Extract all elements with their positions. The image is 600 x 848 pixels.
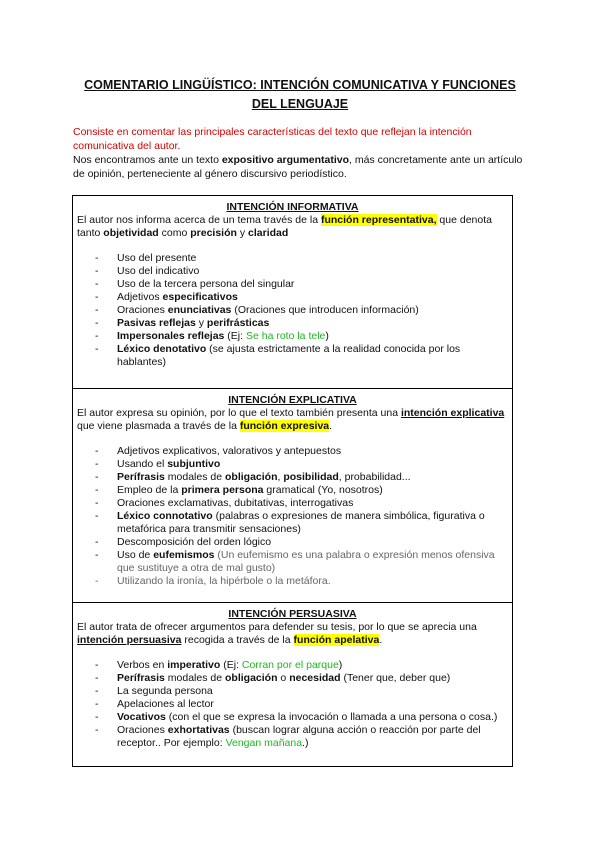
- text: , probabilidad...: [338, 471, 411, 483]
- bold-term: intención explicativa: [400, 407, 505, 419]
- bold-term: subjuntivo: [167, 458, 221, 470]
- text: Verbos en: [117, 659, 168, 671]
- bold-term: precisión: [190, 227, 237, 239]
- list-item: - Utilizando la ironía, la hipérbole o la metáfora.: [95, 575, 508, 588]
- text: (buscan lograr alguna acción o reacción por parte del receptor.. Por ejemplo:: [117, 724, 481, 749]
- list-item: - Uso de la tercera persona del singular: [95, 278, 508, 291]
- list-item: [95, 304, 508, 317]
- list-item: - Apelaciones al lector: [95, 698, 508, 711]
- text: .: [379, 634, 383, 646]
- bold-term: objetividad: [103, 227, 159, 239]
- list-item: [95, 549, 508, 575]
- text: Oraciones: [117, 304, 168, 316]
- list-item: [95, 484, 508, 497]
- text: modales de: [164, 672, 225, 684]
- bold-term: necesidad: [289, 672, 341, 684]
- intro-section: [73, 125, 533, 181]
- bold-term: especificativos: [162, 291, 238, 303]
- text: (se ajusta estrictamente a la realidad conocida por los hablantes): [117, 343, 461, 368]
- feature-list: [77, 659, 508, 750]
- feature-list: [77, 445, 508, 588]
- text: y: [236, 227, 249, 239]
- text: Usando el: [117, 458, 168, 470]
- text: Oraciones: [117, 724, 168, 736]
- section-explicativa: [72, 389, 513, 603]
- page-title: COMENTARIO LINGÜÍSTICO: INTENCIÓN COMUNICATIVA Y FUNCIONES DEL LENGUAJE: [84, 78, 516, 111]
- list-item: [95, 510, 508, 536]
- bold-term: obligación: [225, 672, 278, 684]
- section-paragraph: [77, 407, 508, 433]
- example-text: Corran por el parque: [241, 659, 339, 671]
- list-item: [95, 458, 508, 471]
- list-item: - Uso del indicativo: [95, 265, 508, 278]
- text: (Ej:: [224, 330, 246, 342]
- feature-list: [77, 252, 508, 369]
- highlight-function: función expresiva: [239, 420, 330, 432]
- text: (Oraciones que introducen información): [231, 304, 419, 316]
- text: que denota tanto: [77, 214, 492, 239]
- bold-term: Vocativos: [117, 711, 166, 723]
- bold-term: Perífrasis: [117, 471, 165, 483]
- list-item: - Descomposición del orden lógico: [95, 536, 508, 549]
- bold-term: exhortativas: [167, 724, 230, 736]
- list-item: [95, 330, 508, 343]
- intro-definition: Consiste en comentar las principales características del texto que reflejan la intención comunicativa del autor.: [73, 126, 472, 152]
- list-item: [95, 659, 508, 672]
- text: que viene plasmada a través de la: [77, 420, 240, 432]
- bold-term: eufemismos: [153, 549, 215, 561]
- section-heading: INTENCIÓN EXPLICATIVA: [228, 394, 357, 406]
- list-item: [95, 317, 508, 330]
- text: .): [302, 737, 309, 749]
- section-paragraph: [77, 214, 508, 240]
- bold-term: obligación: [225, 471, 278, 483]
- text: (Ej:: [220, 659, 242, 671]
- section-heading: INTENCIÓN INFORMATIVA: [226, 201, 359, 213]
- text: (palabras o expresiones de manera simbólica, figurativa o metafórica para transmitir sensaciones): [117, 510, 485, 535]
- bold-term: perifrásticas: [206, 317, 270, 329]
- text: ): [325, 330, 329, 342]
- text: gramatical (Yo, nosotros): [263, 484, 383, 496]
- intro-text: Nos encontramos ante un texto: [73, 154, 222, 166]
- highlight-function: función apelativa: [293, 634, 380, 646]
- text: ): [338, 659, 343, 671]
- list-item: [95, 343, 508, 369]
- section-informativa: [72, 195, 513, 389]
- bold-term: Pasivas reflejas: [117, 317, 196, 329]
- example-text: Se ha roto la tele: [245, 330, 326, 342]
- intro-text-type: expositivo argumentativo: [221, 154, 350, 166]
- section-heading: INTENCIÓN PERSUASIVA: [228, 608, 357, 620]
- text: .: [329, 420, 333, 432]
- text: El autor expresa su opinión, por lo que el texto también presenta una: [77, 407, 401, 419]
- text: y: [195, 317, 207, 329]
- text: (Tener que, deber que): [340, 672, 451, 684]
- list-item: [95, 724, 508, 750]
- list-item: - Adjetivos explicativos, valorativos y antepuestos: [95, 445, 508, 458]
- bold-term: Perífrasis: [117, 672, 165, 684]
- list-item: - Oraciones exclamativas, dubitativas, interrogativas: [95, 497, 508, 510]
- bold-term: primera persona: [181, 484, 264, 496]
- text: modales de: [164, 471, 225, 483]
- list-item: - La segunda persona: [95, 685, 508, 698]
- bold-term: imperativo: [167, 659, 221, 671]
- bold-term: Léxico denotativo: [117, 343, 207, 355]
- text: recogida a través de la: [181, 634, 294, 646]
- text: o: [277, 672, 290, 684]
- text: ,: [277, 471, 284, 483]
- list-item: - Uso del presente: [95, 252, 508, 265]
- list-item: [95, 711, 508, 724]
- bold-term: claridad: [248, 227, 289, 239]
- intro-text: , más concretamente ante un artículo de opinión, perteneciente al género discursivo periodístico.: [73, 154, 523, 180]
- list-item: [95, 291, 508, 304]
- text: Uso de: [117, 549, 154, 561]
- bold-term: posibilidad: [283, 471, 339, 483]
- bold-term: intención persuasiva: [77, 634, 182, 646]
- gray-text: (Un eufemismo es una palabra o expresión menos ofensiva que sustituye a otra de mal gusto): [117, 549, 495, 574]
- text: como: [158, 227, 191, 239]
- text: El autor trata de ofrecer argumentos para defender su tesis, por lo que se aprecia una: [77, 621, 477, 633]
- bold-term: Léxico connotativo: [117, 510, 213, 522]
- example-text: Vengan mañana: [225, 737, 303, 749]
- list-item: [95, 672, 508, 685]
- section-persuasiva: [72, 603, 513, 767]
- intro-paragraph: [73, 153, 533, 181]
- section-paragraph: [77, 621, 508, 647]
- bold-term: enunciativas: [167, 304, 232, 316]
- list-item: [95, 471, 508, 484]
- text: Empleo de la: [117, 484, 182, 496]
- bold-term: Impersonales reflejas: [117, 330, 225, 342]
- highlight-function: función representativa,: [320, 214, 437, 226]
- text: (con el que se expresa la invocación o llamada a una persona o cosa.): [165, 711, 498, 723]
- text: Adjetivos: [117, 291, 163, 303]
- text: El autor nos informa acerca de un tema través de la: [77, 214, 321, 226]
